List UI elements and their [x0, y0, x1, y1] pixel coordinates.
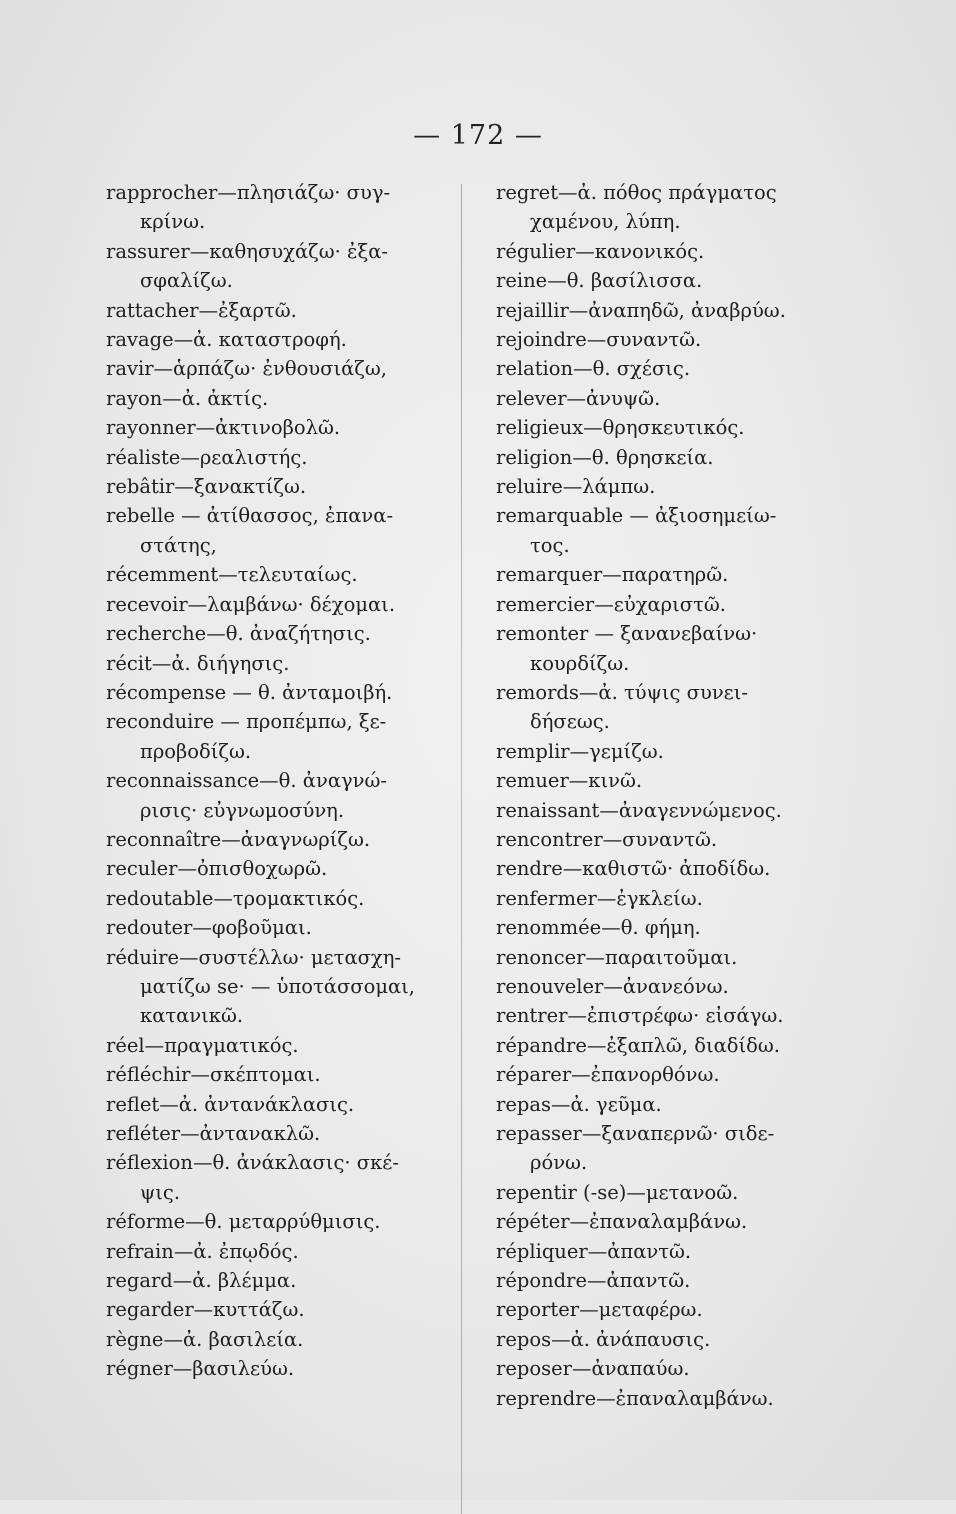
right-column — [496, 178, 846, 1413]
left-entry-line: ravage—ἀ. καταστροφή. — [106, 328, 347, 352]
right-entry-line: ρόνω. — [530, 1151, 588, 1175]
left-entry-line: réflexion—θ. ἀνάκλασις· σκέ- — [106, 1151, 399, 1175]
left-entry-line: réel—πραγματικός. — [106, 1033, 299, 1057]
left-entry-line: rattacher—ἐξαρτῶ. — [106, 298, 297, 322]
left-entry-line: regard—ἀ. βλέμμα. — [106, 1269, 297, 1293]
right-entry-line: remarquable — ἀξιοσημείω- — [496, 504, 777, 528]
right-entry-line: remercier—εὐχαριστῶ. — [496, 592, 726, 616]
right-entry-line: repas—ἀ. γεῦμα. — [496, 1092, 662, 1116]
left-entry-line: reconnaître—ἀναγνωρίζω. — [106, 827, 371, 851]
left-entry-line: ματίζω se· — ὑποτάσσομαι, — [140, 974, 415, 998]
right-entry-line: reine—θ. βασίλισσα. — [496, 269, 703, 293]
right-entry-line: remords—ἀ. τύψις συνει- — [496, 680, 749, 704]
right-entry-line: remuer—κινῶ. — [496, 769, 643, 793]
right-entry-line: relever—ἀνυψῶ. — [496, 386, 661, 410]
left-entry-line: réfléchir—σκέπτομαι. — [106, 1063, 321, 1087]
right-entry-line: religieux—θρησκευτικός. — [496, 416, 745, 440]
left-entry-line: προβοδίζω. — [140, 739, 252, 763]
right-entry-line: τος. — [530, 533, 570, 557]
right-entry-line: renouveler—ἀνανεόνω. — [496, 974, 729, 998]
right-entry-line: repos—ἀ. ἀνάπαυσις. — [496, 1327, 711, 1351]
right-entry-line: remonter — ξανανεβαίνω· — [496, 622, 758, 646]
left-entry-line: κατανικῶ. — [140, 1004, 244, 1028]
left-entry-line: redouter—φοβοῦμαι. — [106, 916, 312, 940]
right-entry-line: répondre—ἀπαντῶ. — [496, 1269, 691, 1293]
right-entry-line: rencontrer—συναντῶ. — [496, 827, 718, 851]
right-entry-line: remarquer—παρατηρῶ. — [496, 563, 729, 587]
right-entry-line: reporter—μεταφέρω. — [496, 1298, 703, 1322]
left-entry-line: redoutable—τρομακτικός. — [106, 886, 365, 910]
left-entry-line: réaliste—ρεαλιστής. — [106, 445, 308, 469]
left-entry-line: σφαλίζω. — [140, 269, 233, 293]
right-entry-line: réparer—ἐπανορθόνω. — [496, 1063, 720, 1087]
right-entry-line: repasser—ξαναπερνῶ· σιδε- — [496, 1122, 775, 1145]
left-entry-line: récemment—τελευταίως. — [106, 563, 358, 587]
left-entry-line: reculer—ὀπισθοχωρῶ. — [106, 857, 328, 881]
left-entry-line: rebâtir—ξανακτίζω. — [106, 475, 307, 499]
right-entry-line: répéter—ἐπαναλαμβάνω. — [496, 1210, 748, 1234]
left-entry-line: récompense — θ. ἀνταμοιβή. — [106, 680, 393, 704]
left-entry-line: ψις. — [140, 1180, 181, 1204]
right-entry-line: remplir—γεμίζω. — [496, 739, 664, 763]
right-entry-line: rentrer—ἐπιστρέφω· εἰσάγω. — [496, 1004, 784, 1028]
left-entry-line: reflet—ἀ. ἀντανάκλασις. — [106, 1092, 355, 1116]
right-entry-line: renfermer—ἐγκλείω. — [496, 886, 703, 910]
left-entry-line: récit—ἀ. διήγησις. — [106, 651, 290, 675]
left-entry-line: reconduire — προπέμπω, ξε- — [106, 710, 387, 734]
left-entry-line: refrain—ἀ. ἐπῳδός. — [106, 1239, 299, 1263]
left-entry-line: réforme—θ. μεταρρύθμισις. — [106, 1210, 381, 1234]
left-entry-line: regarder—κυττάζω. — [106, 1298, 305, 1322]
page-number: — 172 — — [413, 120, 543, 151]
right-entry-line: reposer—ἀναπαύω. — [496, 1357, 690, 1381]
left-entry-line: στάτης, — [140, 533, 217, 557]
left-entry-line: réduire—συστέλλω· μετασχη- — [106, 945, 402, 969]
right-entry-line: renommée—θ. φήμη. — [496, 916, 701, 940]
right-entry-line: repentir (-se)—μετανοῶ. — [496, 1180, 739, 1204]
left-entry-line: recevoir—λαμβάνω· δέχομαι. — [106, 592, 396, 616]
left-entry-line: recherche—θ. ἀναζήτησις. — [106, 622, 371, 646]
right-entry-line: régulier—κανονικός. — [496, 239, 705, 263]
left-entry-line: refléter—ἀντανακλῶ. — [106, 1122, 321, 1145]
left-entry-line: rassurer—καθησυχάζω· ἐξα- — [106, 239, 388, 263]
left-entry-line: rebelle — ἀτίθασσος, ἐπανα- — [106, 504, 394, 528]
left-entry-line: κρίνω. — [140, 210, 206, 234]
right-entry-line: relation—θ. σχέσις. — [496, 357, 691, 381]
right-entry-line: regret—ἀ. πόθος πράγματος — [496, 181, 777, 204]
right-entry-line: κουρδίζω. — [530, 651, 630, 675]
right-entry-line: reluire—λάμπω. — [496, 475, 656, 499]
right-entry-line: rejoindre—συναντῶ. — [496, 328, 702, 352]
left-column — [106, 178, 454, 1384]
right-entry-line: religion—θ. θρησκεία. — [496, 445, 714, 469]
left-entry-line: régner—βασιλεύω. — [106, 1357, 295, 1381]
right-entry-line: répandre—ἐξαπλῶ, διαδίδω. — [496, 1033, 780, 1057]
right-entry-line: renoncer—παραιτοῦμαι. — [496, 945, 738, 969]
right-entry-line: reprendre—ἐπαναλαμβάνω. — [496, 1386, 774, 1410]
right-entry-line: rejaillir—ἀναπηδῶ, ἀναβρύω. — [496, 298, 786, 322]
left-entry-line: règne—ἀ. βασιλεία. — [106, 1327, 304, 1351]
right-entry-line: répliquer—ἀπαντῶ. — [496, 1239, 692, 1263]
left-entry-line: ravir—ἁρπάζω· ἐνθουσιάζω, — [106, 357, 387, 381]
right-entry-line: χαμένου, λύπη. — [530, 210, 681, 234]
right-entry-line: δήσεως. — [530, 710, 610, 734]
left-entry-line: rapprocher—πλησιάζω· συγ- — [106, 181, 391, 204]
left-entry-line: reconnaissance—θ. ἀναγνώ- — [106, 769, 387, 793]
right-entry-line: rendre—καθιστῶ· ἀποδίδω. — [496, 857, 771, 881]
column-divider — [461, 184, 462, 1514]
left-entry-line: rayonner—ἀκτινοβολῶ. — [106, 416, 341, 440]
right-entry-line: renaissant—ἀναγεννώμενος. — [496, 798, 782, 822]
left-entry-line: rayon—ἀ. ἀκτίς. — [106, 386, 269, 410]
left-entry-line: ρισις· εὐγνωμοσύνη. — [140, 798, 345, 822]
